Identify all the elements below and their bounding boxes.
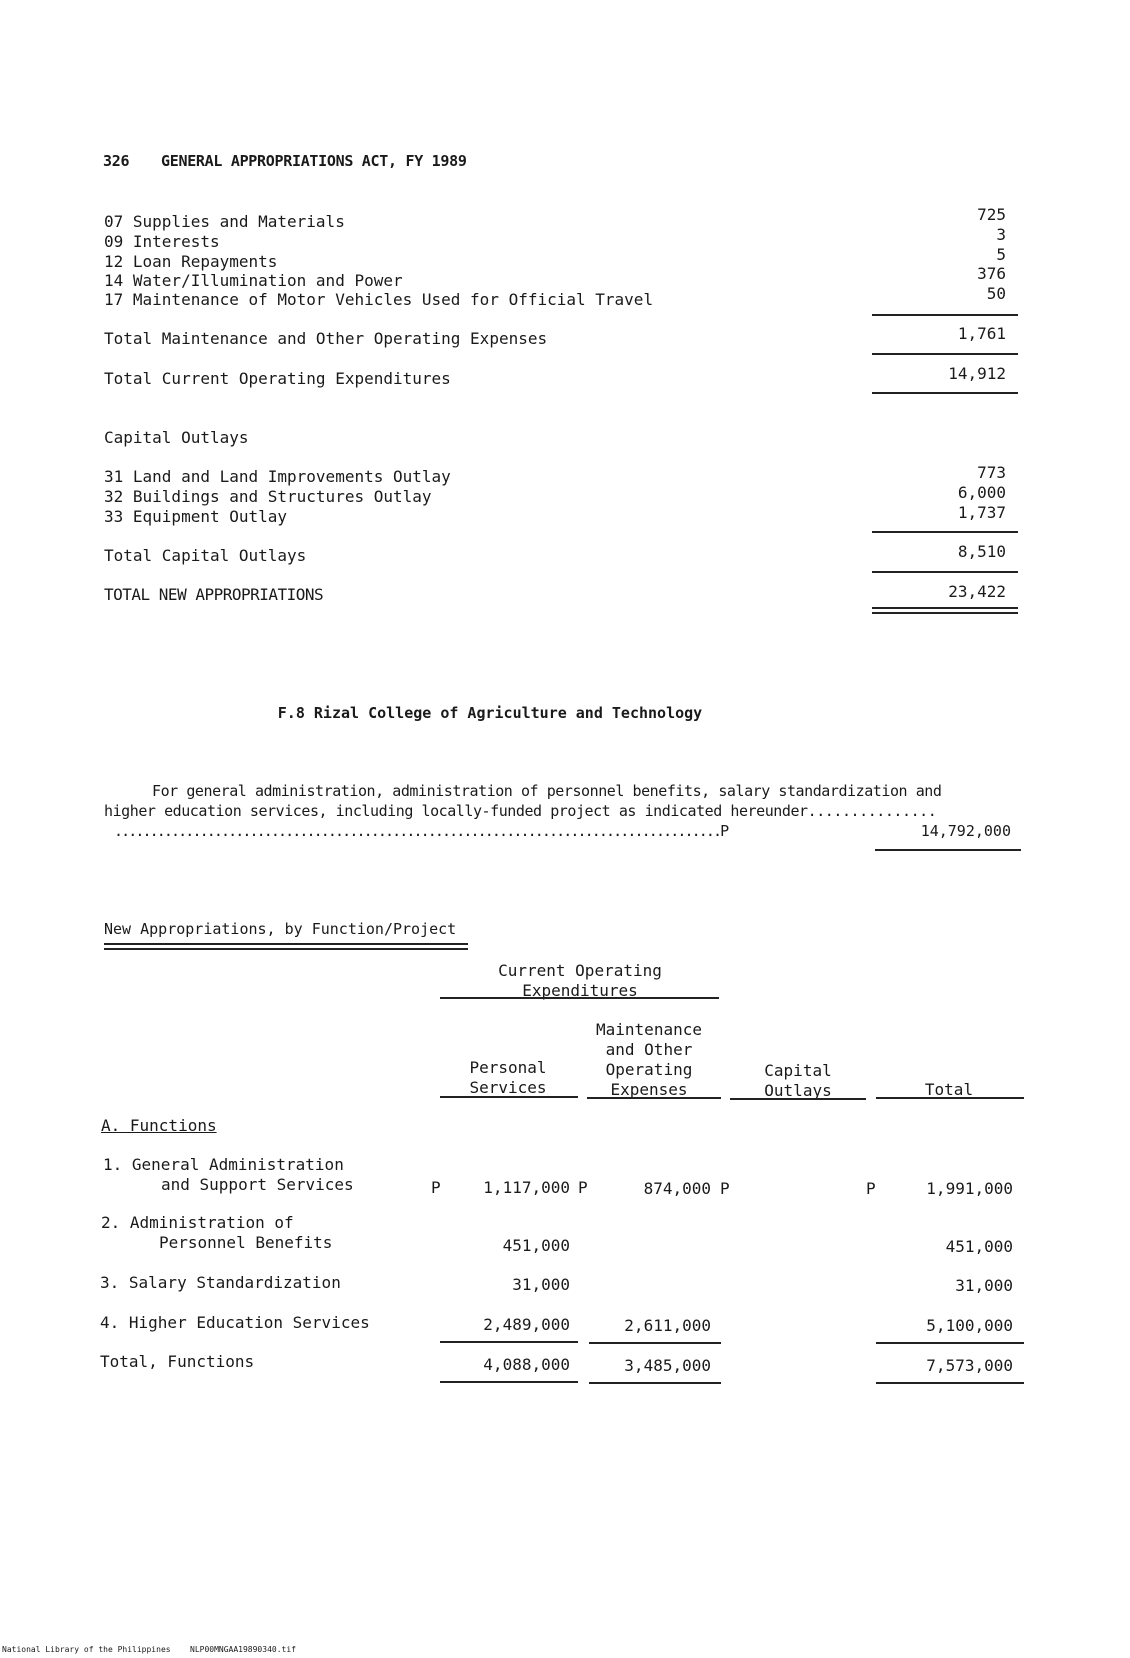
- rule: [876, 1382, 1024, 1384]
- col-header-co: Outlays: [764, 1081, 832, 1100]
- functions-heading: A. Functions: [101, 1116, 217, 1135]
- total-functions-label: Total, Functions: [100, 1352, 255, 1371]
- total-co-amount: 8,510: [957, 542, 1006, 561]
- total-functions-ps: 4,088,000: [483, 1355, 570, 1374]
- row-label: 3. Salary Standardization: [100, 1273, 341, 1292]
- peso-sign: P: [866, 1179, 876, 1198]
- cell-total: 31,000: [955, 1276, 1013, 1295]
- rule: [876, 1097, 1024, 1099]
- capital-outlays-heading: Capital Outlays: [104, 428, 249, 447]
- peso-sign: P: [720, 1179, 730, 1198]
- page-number: 326: [103, 152, 130, 170]
- total-functions-mooe: 3,485,000: [624, 1356, 711, 1375]
- cell-ps: 31,000: [512, 1275, 570, 1294]
- total-coe-amount: 14,912: [948, 364, 1006, 383]
- cell-total: 451,000: [945, 1237, 1013, 1256]
- mooe-item-label: 12 Loan Repayments: [104, 252, 278, 271]
- row-label: and Support Services: [161, 1175, 354, 1194]
- co-item-amount: 773: [977, 463, 1006, 482]
- mooe-item-amount: 376: [977, 264, 1006, 283]
- rule: [872, 531, 1018, 533]
- rule: [730, 1098, 866, 1100]
- row-label: 2. Administration of: [101, 1213, 294, 1232]
- row-label: 4. Higher Education Services: [100, 1313, 370, 1332]
- total-mooe-label: Total Maintenance and Other Operating Expenses: [104, 329, 548, 348]
- section-title: F.8 Rizal College of Agriculture and Technology: [277, 704, 703, 722]
- section-paragraph-line2: higher education services, including locally-funded project as indicated hereunder...............: [104, 802, 937, 820]
- total-new-label: TOTAL NEW APPROPRIATIONS: [104, 585, 324, 604]
- total-co-label: Total Capital Outlays: [104, 546, 307, 565]
- cell-ps: 2,489,000: [483, 1315, 570, 1334]
- rule: [440, 1096, 578, 1098]
- double-rule: [104, 943, 468, 950]
- total-mooe-amount: 1,761: [957, 324, 1006, 343]
- footer-file: NLP00MNGAA19890340.tif: [190, 1645, 296, 1654]
- rule: [872, 571, 1018, 573]
- col-header-ps: Personal: [469, 1058, 547, 1077]
- section-amount: 14,792,000: [920, 822, 1011, 840]
- col-header-total: Total: [924, 1080, 974, 1099]
- double-rule: [872, 607, 1018, 614]
- mooe-item-amount: 50: [986, 284, 1006, 303]
- col-header-co: Capital: [764, 1061, 832, 1080]
- rule: [587, 1097, 721, 1099]
- rule: [589, 1382, 721, 1384]
- cell-ps: 451,000: [502, 1236, 570, 1255]
- co-item-label: 31 Land and Land Improvements Outlay: [104, 467, 451, 486]
- col-header-mooe: Expenses: [610, 1080, 688, 1099]
- mooe-item-label: 07 Supplies and Materials: [104, 212, 345, 231]
- co-item-label: 33 Equipment Outlay: [104, 507, 288, 526]
- co-item-amount: 6,000: [957, 483, 1006, 502]
- mooe-item-label: 17 Maintenance of Motor Vehicles Used for Official Travel: [104, 290, 654, 309]
- peso-sign: P: [431, 1178, 441, 1197]
- cell-mooe: 874,000: [643, 1179, 711, 1198]
- total-functions-total: 7,573,000: [926, 1356, 1013, 1375]
- rule: [872, 353, 1018, 355]
- total-new-amount: 23,422: [948, 582, 1006, 601]
- cell-ps: 1,117,000: [483, 1178, 570, 1197]
- page-title: GENERAL APPROPRIATIONS ACT, FY 1989: [161, 152, 467, 170]
- peso-sign: P: [578, 1178, 588, 1197]
- section-paragraph-line3: .....................................................................................P: [114, 822, 728, 840]
- rule: [440, 997, 719, 999]
- co-item-amount: 1,737: [957, 503, 1006, 522]
- col-header-mooe: Maintenance: [596, 1020, 702, 1039]
- cell-total: 1,991,000: [926, 1179, 1013, 1198]
- mooe-item-amount: 3: [996, 225, 1006, 244]
- footer-library: National Library of the Philippines: [2, 1645, 171, 1654]
- group-header: Current Operating: [498, 961, 662, 980]
- row-label: 1. General Administration: [103, 1155, 344, 1174]
- section-paragraph-line1: For general administration, administration of personnel benefits, salary standardization and: [152, 782, 942, 800]
- total-coe-label: Total Current Operating Expenditures: [104, 369, 451, 388]
- mooe-item-amount: 725: [977, 205, 1006, 224]
- rule: [872, 314, 1018, 316]
- row-label: Personnel Benefits: [159, 1233, 333, 1252]
- rule: [875, 849, 1021, 851]
- mooe-item-amount: 5: [996, 245, 1006, 264]
- rule: [440, 1341, 578, 1343]
- mooe-item-label: 14 Water/Illumination and Power: [104, 271, 403, 290]
- col-header-ps: Services: [469, 1078, 547, 1097]
- rule: [872, 392, 1018, 394]
- table-heading: New Appropriations, by Function/Project: [104, 920, 457, 938]
- col-header-mooe: Operating: [605, 1060, 693, 1079]
- rule: [440, 1381, 578, 1383]
- co-item-label: 32 Buildings and Structures Outlay: [104, 487, 432, 506]
- cell-mooe: 2,611,000: [624, 1316, 711, 1335]
- rule: [589, 1342, 721, 1344]
- col-header-mooe: and Other: [605, 1040, 693, 1059]
- mooe-item-label: 09 Interests: [104, 232, 220, 251]
- cell-total: 5,100,000: [926, 1316, 1013, 1335]
- rule: [876, 1342, 1024, 1344]
- group-header: Expenditures: [522, 981, 638, 1000]
